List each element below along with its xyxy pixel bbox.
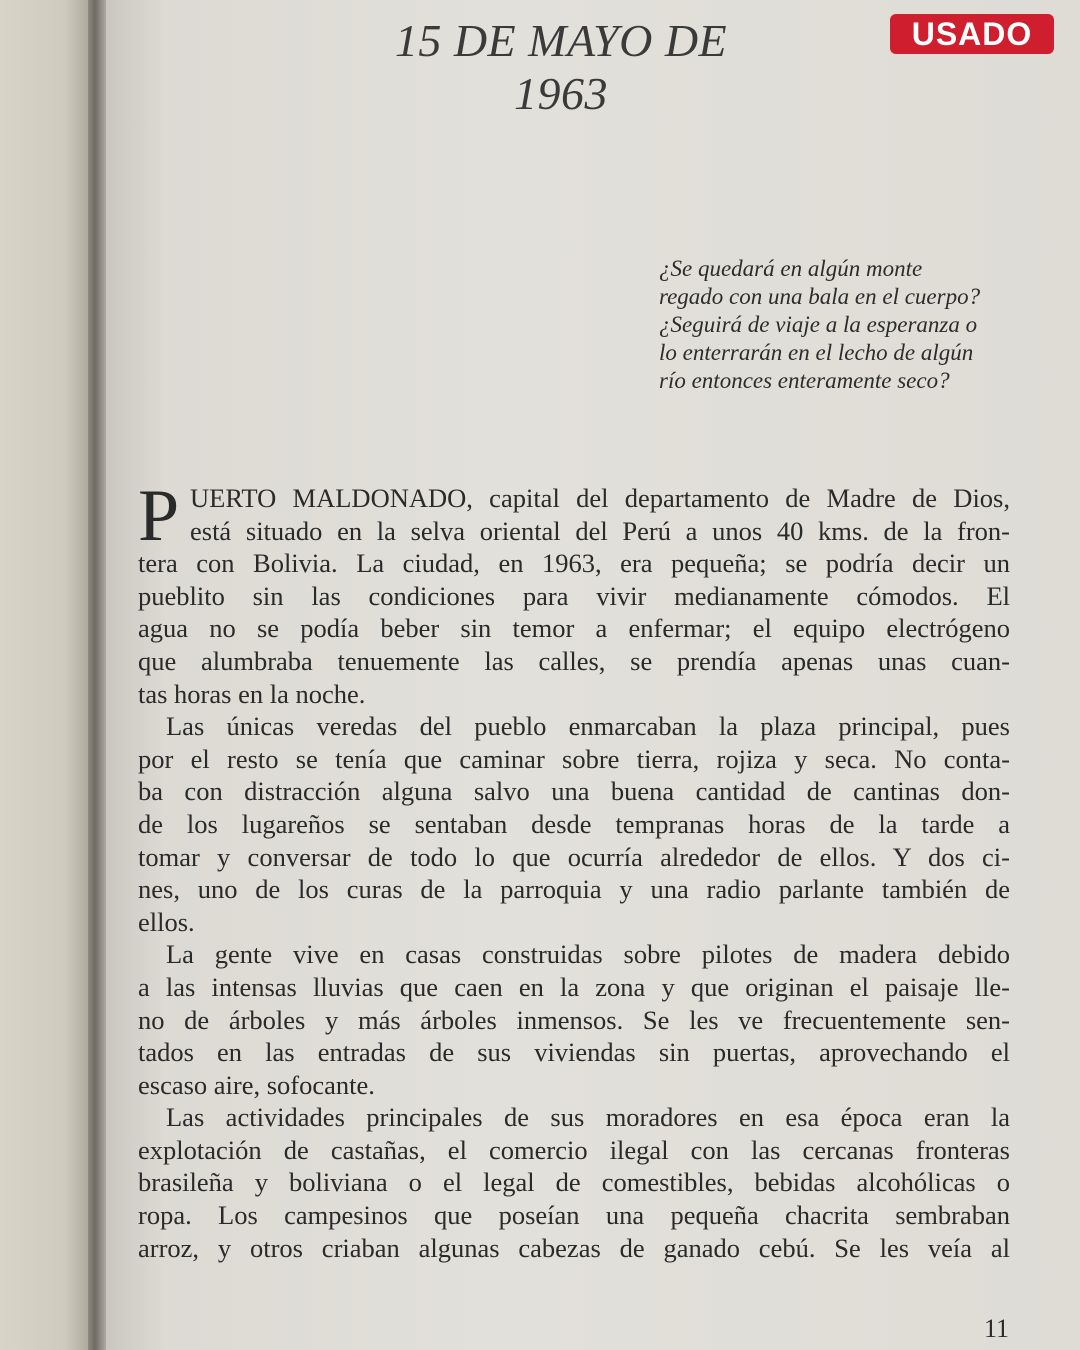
text-line: por el resto se tenía que caminar sobre tierra, rojiza y seca. No conta-: [138, 743, 1010, 774]
epigraph-line: lo enterrarán en el lecho de algún: [659, 340, 974, 365]
running-head: 15 DE MAYO DE 1963: [394, 15, 728, 119]
text-line: ropa. Los campesinos que poseían una pequeña chacrita sembraban: [138, 1200, 1010, 1231]
epigraph-line: ¿Se quedará en algún monte: [659, 256, 923, 281]
text-line: pueblito sin las condiciones para vivir medianamente cómodos. El: [138, 580, 1010, 611]
text-line: ellos.: [138, 906, 195, 937]
left-page-edge: [0, 0, 92, 1350]
text-line: tera con Bolivia. La ciudad, en 1963, era pequeña; se podría decir un: [138, 548, 1010, 579]
book-gutter: [88, 0, 108, 1350]
text-line: brasileña y boliviana o el legal de comestibles, bebidas alcohólicas o: [138, 1167, 1010, 1198]
text-line: de los lugareños se sentaban desde tempranas horas de la tarde a: [138, 808, 1010, 839]
text-line: a las intensas lluvias que caen en la zona y que originan el paisaje lle-: [138, 971, 1010, 1002]
used-badge: USADO: [890, 14, 1054, 54]
text-line: escaso aire, sofocante.: [138, 1069, 375, 1100]
text-line: nes, uno de los curas de la parroquia y una radio parlante también de: [138, 874, 1010, 905]
page-number: 11: [984, 1314, 1010, 1343]
text-line: tomar y conversar de todo lo que ocurría alrededor de ellos. Y dos ci-: [138, 841, 1010, 872]
text-line-rest: , capital del departamento de Madre de Dios,: [466, 483, 1010, 513]
text-line: arroz, y otros criaban algunas cabezas de ganado cebú. Se les veía al: [138, 1232, 1010, 1263]
text-line: explotación de castañas, el comercio ilegal con las cercanas fronteras: [138, 1134, 1010, 1165]
text-line: La gente vive en casas construidas sobre pilotes de madera debido: [166, 939, 1010, 970]
drop-cap: P: [138, 475, 180, 557]
text-line: tados en las entradas de sus viviendas sin puertas, aprovechando el: [138, 1037, 1010, 1068]
epigraph-line: regado con una bala en el cuerpo?: [659, 284, 981, 309]
epigraph: [659, 255, 1029, 395]
text-line: Las únicas veredas del pueblo enmarcaban la plaza principal, pues: [166, 711, 1010, 742]
text-line: está situado en la selva oriental del Perú a unos 40 kms. de la fron-: [190, 515, 1010, 546]
lead-in: UERTO MALDONADO: [190, 483, 467, 513]
text-line: [138, 482, 1010, 515]
body-text: [138, 475, 1010, 1264]
epigraph-line: ¿Seguirá de viaje a la esperanza o: [659, 312, 978, 337]
text-line: Las actividades principales de sus moradores en esa época eran la: [166, 1102, 1010, 1133]
text-line: tas horas en la noche.: [138, 678, 366, 709]
text-line: no de árboles y más árboles inmensos. Se les ve frecuentemente sen-: [138, 1004, 1010, 1035]
epigraph-line: río entonces enteramente seco?: [659, 368, 950, 393]
text-line: que alumbraba tenuemente las calles, se prendía apenas unas cuan-: [138, 645, 1010, 676]
text-line: ba con distracción alguna salvo una buena cantidad de cantinas don-: [138, 776, 1010, 807]
book-page: [106, 0, 1080, 1350]
text-line: agua no se podía beber sin temor a enfermar; el equipo electrógeno: [138, 613, 1010, 644]
